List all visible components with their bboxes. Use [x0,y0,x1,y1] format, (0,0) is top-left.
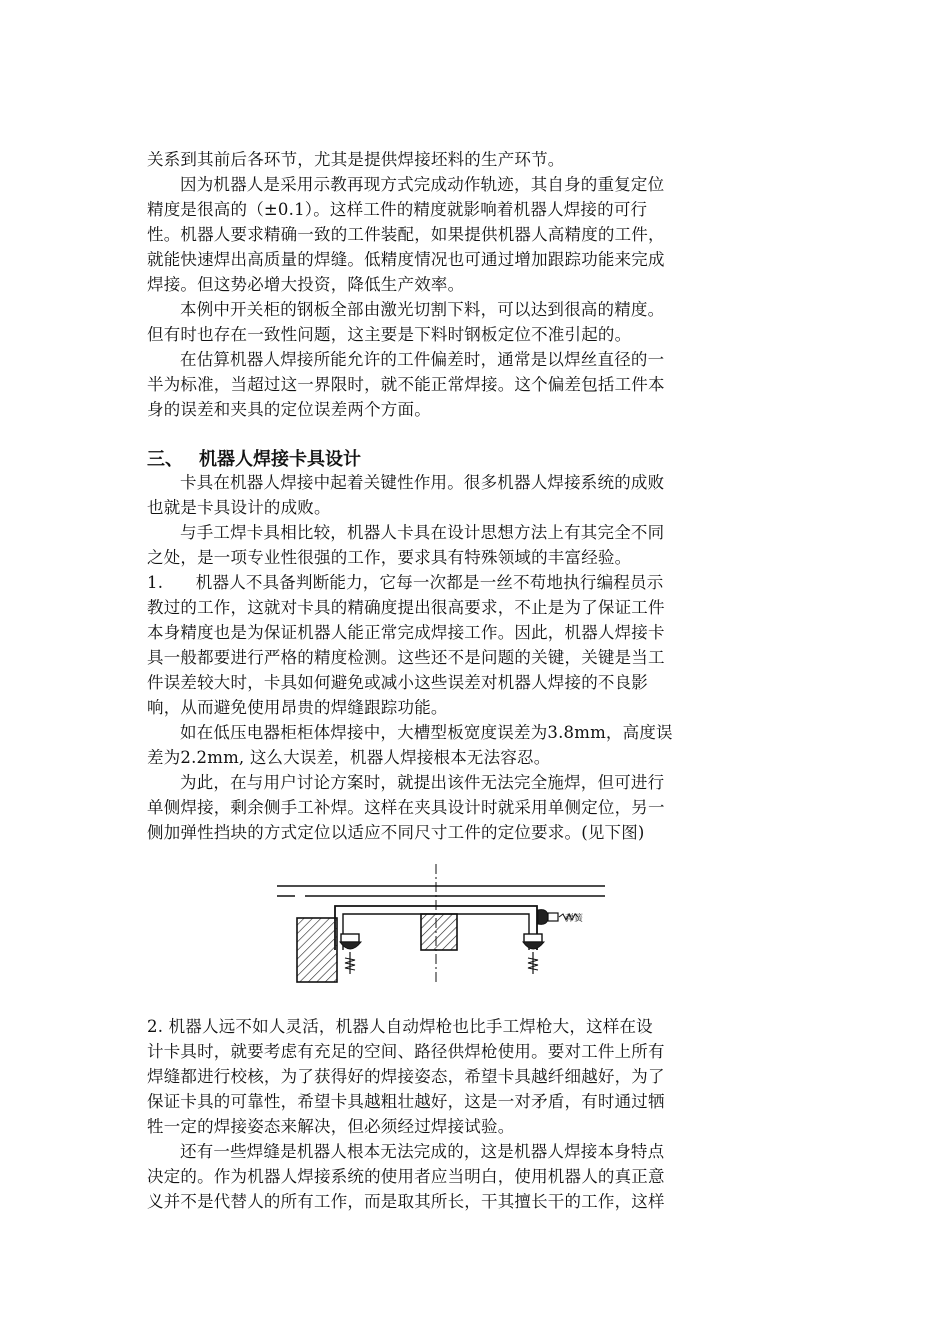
section-title: 机器人焊接卡具设计 [199,449,361,470]
center-block [421,914,457,950]
text-line: 卡具在机器人焊接中起着关键性作用。很多机器人焊接系统的成败 [180,473,665,492]
fixture-diagram [275,862,607,986]
text-line: 牲一定的焊接姿态来解决，但必须经过焊接试验。 [147,1117,515,1136]
text-line: 半为标准，当超过这一界限时，就不能正常焊接。这个偏差包括工件本 [147,375,665,394]
text-line: 焊缝都进行校核，为了获得好的焊接姿态，希望卡具越纤细越好，为了 [147,1067,665,1086]
text-line: 也就是卡具设计的成败。 [147,498,331,517]
text-line: 本例中开关柜的钢板全部由激光切割下料，可以达到很高的精度。 [180,300,665,319]
text-line: 保证卡具的可靠性，希望卡具越粗壮越好，这是一对矛盾，有时通过牺 [147,1092,665,1111]
text-line: 焊接。但这势必增大投资，降低生产效率。 [147,275,465,294]
spring-label: 弹簧 [565,914,584,924]
right-clamp [523,942,544,949]
text-line: 但有时也存在一致性问题，这主要是下料时钢板定位不准引起的。 [147,325,632,344]
fixture-diagram-svg [275,862,607,986]
text-line: 还有一些焊缝是机器人根本无法完成的，这是机器人焊接本身特点 [180,1142,665,1161]
elastic-stop [538,910,548,925]
text-line: 本身精度也是为保证机器人能正常完成焊接工作。因此，机器人焊接卡 [147,623,665,642]
text-line: 关系到其前后各环节，尤其是提供焊接坯料的生产环节。 [147,150,565,169]
text-line: 决定的。作为机器人焊接系统的使用者应当明白，使用机器人的真正意 [147,1167,665,1186]
text-line: 就能快速焊出高质量的焊缝。低精度情况也可通过增加跟踪功能来完成 [147,250,665,269]
text-line: 因为机器人是采用示教再现方式完成动作轨迹，其自身的重复定位 [180,175,665,194]
text-line: 之处，是一项专业性很强的工作，要求具有特殊领域的丰富经验。 [147,548,632,567]
text-line: 件误差较大时，卡具如何避免或减小这些误差对机器人焊接的不良影 [147,673,648,692]
text-line: 精度是很高的（±0.1）。这样工件的精度就影响着机器人焊接的可行 [147,200,648,219]
left-fixed-block [297,918,337,982]
text-line: 性。机器人要求精确一致的工件装配，如果提供机器人高精度的工件， [147,225,665,244]
text-line: 具一般都要进行严格的精度检测。这些还不是问题的关键，关键是当工 [147,648,665,667]
text-line: 为此，在与用户讨论方案时，就提出该件无法完全施焊，但可进行 [180,773,665,792]
text-line: 2. 机器人远不如人灵活，机器人自动焊枪也比手工焊枪大，这样在设 [147,1017,653,1036]
text-line: 计卡具时，就要考虑有充足的空间、路径供焊枪使用。要对工件上所有 [147,1042,665,1061]
text-line: 如在低压电器柜柜体焊接中，大槽型板宽度误差为3.8mm，高度误 [180,723,673,742]
text-line: 义并不是代替人的所有工作，而是取其所长，干其擅长干的工作，这样 [147,1192,665,1211]
text-line: 响，从而避免使用昂贵的焊缝跟踪功能。 [147,698,448,717]
text-line: 身的误差和夹具的定位误差两个方面。 [147,400,431,419]
text-line: 教过的工作，这就对卡具的精确度提出很高要求，不止是为了保证工件 [147,598,665,617]
text-line: 侧加弹性挡块的方式定位以适应不同尺寸工件的定位要求。(见下图) [147,823,645,842]
text-line: 差为2.2mm, 这么大误差，机器人焊接根本无法容忍。 [147,748,551,767]
text-line: 与手工焊卡具相比较，机器人卡具在设计思想方法上有其完全不同 [180,523,665,542]
text-line: 1. 机器人不具备判断能力，它每一次都是一丝不苟地执行编程员示 [147,573,664,592]
section-number: 三、 [147,449,183,470]
text-line: 在估算机器人焊接所能允许的工件偏差时，通常是以焊丝直径的一 [180,350,665,369]
section-heading [147,447,361,473]
text-line: 单侧焊接，剩余侧手工补焊。这样在夹具设计时就采用单侧定位，另一 [147,798,665,817]
